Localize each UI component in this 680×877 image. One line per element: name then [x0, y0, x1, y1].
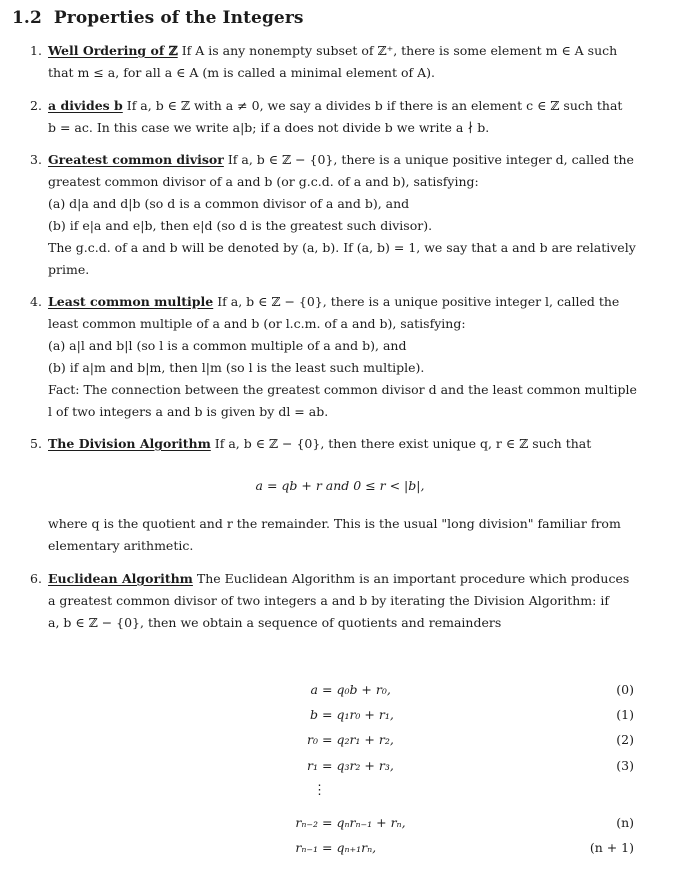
item-number: 5. — [30, 436, 42, 451]
item-text-line: Fact: The connection between the greatest common divisor d and the least common multiple — [48, 382, 637, 397]
item-term: Least common multiple — [48, 294, 214, 309]
section-number: 1.2 — [12, 8, 42, 28]
item-number: 3. — [30, 152, 42, 167]
equation-tag: (1) — [616, 707, 634, 722]
equation-tag: (n) — [616, 815, 634, 830]
section-heading — [12, 8, 304, 28]
item-text-line: where q is the quotient and r the remainder. This is the usual "long division" familiar from — [48, 516, 621, 531]
equation-rhs: = q₁r₀ + r₁, — [322, 707, 394, 722]
item-text-line: If a, b ∈ ℤ − {0}, there is a unique positive integer d, called the — [227, 152, 634, 167]
item-text-line: (a) d|a and d|b (so d is a common divisor of a and b), and — [48, 196, 410, 211]
item-text-line: (a) a|l and b|l (so l is a common multiple of a and b), and — [48, 338, 407, 353]
equation-row — [0, 815, 680, 835]
item-term: The Division Algorithm — [48, 436, 211, 451]
item-lcm — [30, 291, 650, 423]
equation-lhs: rₙ₋₂ — [295, 815, 318, 830]
item-text-line: a greatest common divisor of two integers a and b by iterating the Division Algorithm: if — [48, 593, 609, 608]
item-text-line: elementary arithmetic. — [48, 538, 194, 553]
item-text-line: If a, b ∈ ℤ − {0}, then there exist unique q, r ∈ ℤ such that — [214, 436, 592, 451]
item-text-line: that m ≤ a, for all a ∈ A (m is called a minimal element of A). — [48, 65, 435, 80]
equation-tag: (3) — [616, 758, 634, 773]
equation-lhs: b — [309, 707, 318, 722]
item-divides — [30, 95, 650, 139]
item-text-line: (b) if a|m and b|m, then l|m (so l is the least such multiple). — [48, 360, 425, 375]
equation-rhs: = q₂r₁ + r₂, — [322, 732, 394, 747]
item-euclidean-algorithm — [30, 568, 650, 634]
item-division-algorithm — [30, 433, 650, 455]
equation-tag: (n + 1) — [589, 840, 634, 855]
item-text-line: The g.c.d. of a and b will be denoted by (a, b). If (a, b) = 1, we say that a and b are relatively — [48, 240, 636, 255]
item-text-line: b = ac. In this case we write a|b; if a does not divide b we write a ∤ b. — [48, 120, 490, 135]
equation-row — [0, 682, 680, 702]
equation-lhs: rₙ₋₁ — [295, 840, 318, 855]
section-title: Properties of the Integers — [53, 8, 304, 28]
equation-row — [0, 758, 680, 778]
equation-rhs: = qₙ₊₁rₙ, — [322, 840, 377, 855]
item-text-line: (b) if e|a and e|b, then e|d (so d is the greatest such divisor). — [48, 218, 433, 233]
item-term: Well Ordering of ℤ — [48, 43, 178, 58]
item-text-line: a, b ∈ ℤ − {0}, then we obtain a sequence of quotients and remainders — [48, 615, 502, 630]
item-text-line: If a, b ∈ ℤ with a ≠ 0, we say a divides b if there is an element c ∈ ℤ such that — [126, 98, 623, 113]
equation-row — [0, 707, 680, 727]
equation-rhs: = q₀b + r₀, — [322, 682, 391, 697]
vertical-ellipsis: ⋮ — [313, 783, 326, 798]
equation-lhs: a — [310, 682, 318, 697]
equation-tag: (0) — [616, 682, 634, 697]
division-display-equation: a = qb + r and 0 ≤ r < |b|, — [255, 478, 425, 493]
item-well-ordering — [30, 40, 650, 84]
equation-rhs: = q₃r₂ + r₃, — [322, 758, 394, 773]
item-gcd — [30, 149, 650, 281]
item-text-line: The Euclidean Algorithm is an important procedure which produces — [196, 571, 630, 586]
item-text-line: l of two integers a and b is given by dl = ab. — [48, 404, 329, 419]
item-number: 6. — [30, 571, 42, 586]
item-term: Greatest common divisor — [48, 152, 224, 167]
item-division-algorithm-continued — [30, 513, 650, 557]
item-text-line: If A is any nonempty subset of ℤ⁺, there is some element m ∈ A such — [181, 43, 618, 58]
equation-rhs: = qₙrₙ₋₁ + rₙ, — [322, 815, 406, 830]
item-text-line: greatest common divisor of a and b (or g.c.d. of a and b), satisfying: — [48, 174, 479, 189]
item-term: Euclidean Algorithm — [48, 571, 193, 586]
equation-tag: (2) — [616, 732, 634, 747]
equation-lhs: r₀ — [307, 732, 318, 747]
equation-row — [0, 732, 680, 752]
item-text-line: least common multiple of a and b (or l.c.m. of a and b), satisfying: — [48, 316, 466, 331]
item-number: 2. — [30, 98, 42, 113]
item-text-line: If a, b ∈ ℤ − {0}, there is a unique positive integer l, called the — [217, 294, 620, 309]
equation-row — [0, 840, 680, 860]
item-text-line: prime. — [48, 262, 90, 277]
item-number: 1. — [30, 43, 42, 58]
item-number: 4. — [30, 294, 42, 309]
equation-lhs: r₁ — [307, 758, 318, 773]
item-term: a divides b — [48, 98, 123, 113]
